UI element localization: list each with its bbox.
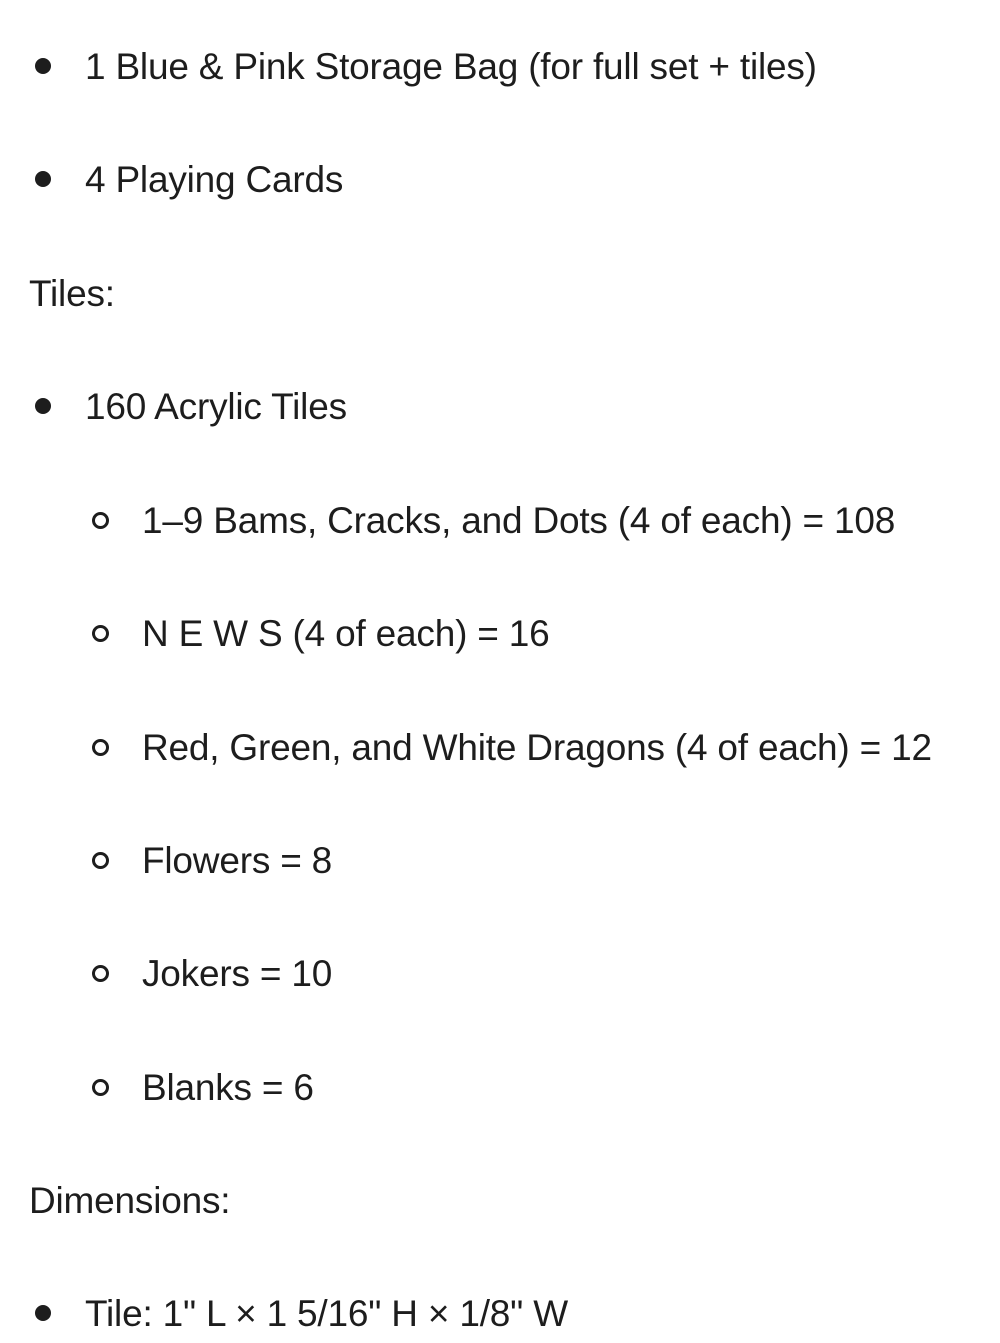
sub-list-item-text: Blanks = 6	[142, 1066, 314, 1108]
bullet-circle-icon	[92, 625, 109, 642]
sub-list-item-text: Red, Green, and White Dragons (4 of each) = 12	[142, 726, 932, 768]
dimensions-heading	[0, 1170, 1000, 1230]
sub-list-item-text: 1–9 Bams, Cracks, and Dots (4 of each) = 108	[142, 499, 896, 541]
sub-list-item-text: Jokers = 10	[142, 952, 333, 994]
sub-list-item-text: N E W S (4 of each) = 16	[142, 612, 550, 654]
list-item	[0, 149, 1000, 209]
list-item-text: 1 Blue & Pink Storage Bag (for full set + tiles)	[85, 45, 817, 87]
section-heading-text: Tiles:	[29, 272, 115, 314]
list-item	[0, 36, 1000, 96]
sub-list-item	[0, 1057, 1000, 1117]
list-item	[0, 376, 1000, 436]
list-item-text: 160 Acrylic Tiles	[85, 385, 347, 427]
bullet-disc-icon	[35, 1305, 51, 1321]
sub-list-item-text: Flowers = 8	[142, 839, 333, 881]
bullet-circle-icon	[92, 1079, 109, 1096]
section-heading-text: Dimensions:	[29, 1179, 231, 1221]
tiles-heading	[0, 263, 1000, 323]
bullet-circle-icon	[92, 512, 109, 529]
list-item-text: Tile: 1" L × 1 5/16" H × 1/8" W	[85, 1292, 568, 1334]
sub-list-item	[0, 943, 1000, 1003]
list-item-text: 4 Playing Cards	[85, 158, 344, 200]
list-item	[0, 1283, 1000, 1343]
sub-list-item	[0, 490, 1000, 550]
sub-list-item	[0, 717, 1000, 777]
bullet-disc-icon	[35, 171, 51, 187]
bullet-disc-icon	[35, 398, 51, 414]
bullet-disc-icon	[35, 58, 51, 74]
sub-list-item	[0, 830, 1000, 890]
bullet-circle-icon	[92, 852, 109, 869]
sub-list-item	[0, 603, 1000, 663]
bullet-circle-icon	[92, 965, 109, 982]
bullet-circle-icon	[92, 739, 109, 756]
